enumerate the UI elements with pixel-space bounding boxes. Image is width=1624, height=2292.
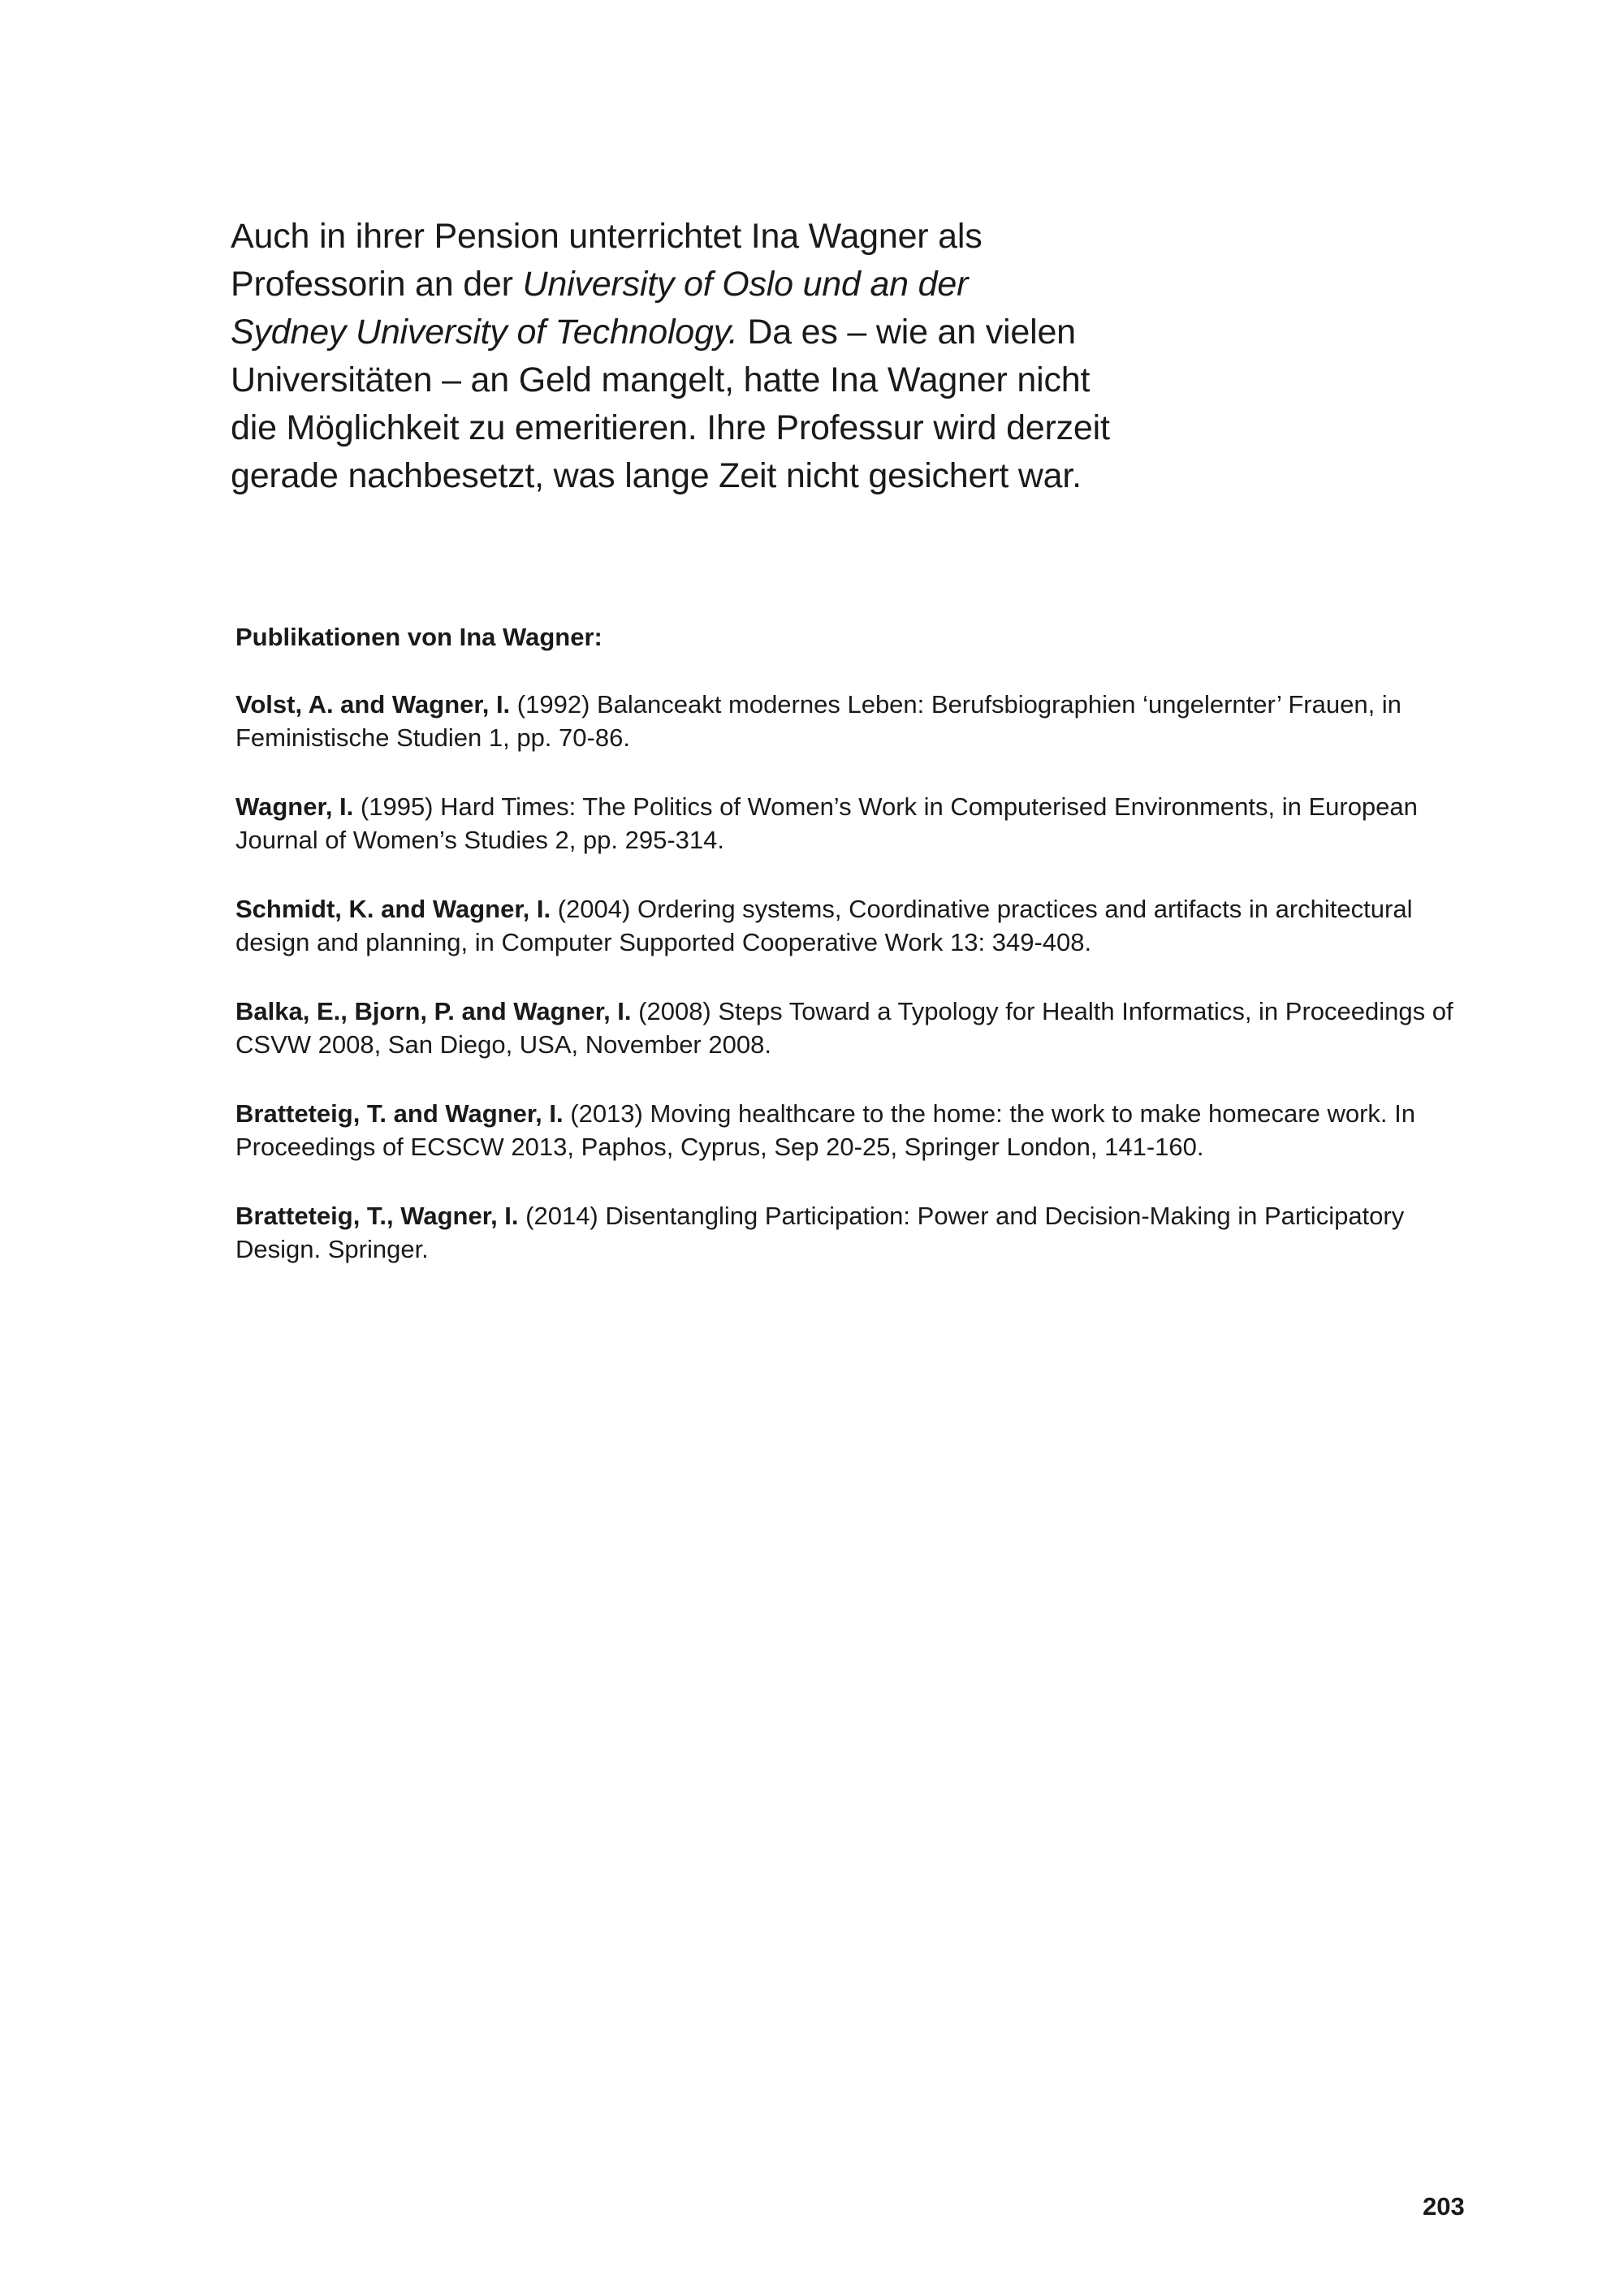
publication-line xyxy=(235,1199,1470,1233)
publication-entry xyxy=(235,1199,1470,1267)
intro-line: Auch in ihrer Pension unterrichtet Ina Wagner als xyxy=(231,217,983,256)
publication-line: design and planning, in Computer Supported Cooperative Work 13: 349-408. xyxy=(235,928,1092,956)
publication-text: (1992) Balanceakt modernes Leben: Berufsbiographien ‘ungelernter’ Frauen, in xyxy=(510,689,1402,719)
publication-entry xyxy=(235,892,1470,960)
publication-line xyxy=(235,892,1470,926)
publication-line xyxy=(235,1097,1470,1131)
intro-paragraph xyxy=(231,213,1254,500)
intro-line: die Möglichkeit zu emeritieren. Ihre Professur wird derzeit xyxy=(231,408,1110,447)
publication-authors: Bratteteig, T., Wagner, I. xyxy=(235,1201,519,1230)
publication-authors: Schmidt, K. and Wagner, I. xyxy=(235,894,551,923)
intro-text: Da es – wie an vielen xyxy=(737,313,1076,352)
publication-line: Proceedings of ECSCW 2013, Paphos, Cyprus, Sep 20-25, Springer London, 141-160. xyxy=(235,1133,1204,1161)
publication-authors: Bratteteig, T. and Wagner, I. xyxy=(235,1099,564,1128)
publication-authors: Wagner, I. xyxy=(235,792,354,821)
page-number: 203 xyxy=(1423,2192,1465,2221)
intro-line xyxy=(231,309,1254,356)
publication-line: CSVW 2008, San Diego, USA, November 2008. xyxy=(235,1030,771,1059)
intro-line xyxy=(231,261,1254,309)
publications-section xyxy=(235,620,1470,1301)
publication-text: (2008) Steps Toward a Typology for Health Informatics, in Proceedings of xyxy=(631,996,1453,1025)
publication-line: Journal of Women’s Studies 2, pp. 295-314. xyxy=(235,826,725,854)
publication-line: Feministische Studien 1, pp. 70-86. xyxy=(235,723,630,752)
publication-text: (2004) Ordering systems, Coordinative practices and artifacts in architectural xyxy=(551,894,1413,923)
publication-line xyxy=(235,995,1470,1029)
publication-entry xyxy=(235,1097,1470,1164)
intro-line: gerade nachbesetzt, was lange Zeit nicht gesichert war. xyxy=(231,456,1082,495)
publication-text: (2014) Disentangling Participation: Power and Decision-Making in Participatory xyxy=(518,1201,1405,1230)
publication-entry xyxy=(235,790,1470,857)
publication-authors: Balka, E., Bjorn, P. and Wagner, I. xyxy=(235,996,632,1025)
intro-italic-text: Sydney University of Technology. xyxy=(231,313,738,352)
publication-authors: Volst, A. and Wagner, I. xyxy=(235,689,511,719)
publication-text: (1995) Hard Times: The Politics of Women’s Work in Computerised Environments, in European xyxy=(353,792,1418,821)
publication-text: (2013) Moving healthcare to the home: the work to make homecare work. In xyxy=(563,1099,1415,1128)
publication-entry xyxy=(235,688,1470,755)
intro-line: Universitäten – an Geld mangelt, hatte Ina Wagner nicht xyxy=(231,360,1091,399)
publication-line xyxy=(235,790,1470,824)
publication-line xyxy=(235,688,1470,722)
publications-heading: Publikationen von Ina Wagner: xyxy=(235,623,603,651)
intro-text: Professorin an der xyxy=(231,265,523,304)
publication-line: Design. Springer. xyxy=(235,1235,429,1263)
publication-entry xyxy=(235,995,1470,1062)
intro-italic-text: University of Oslo und an der xyxy=(522,265,969,304)
